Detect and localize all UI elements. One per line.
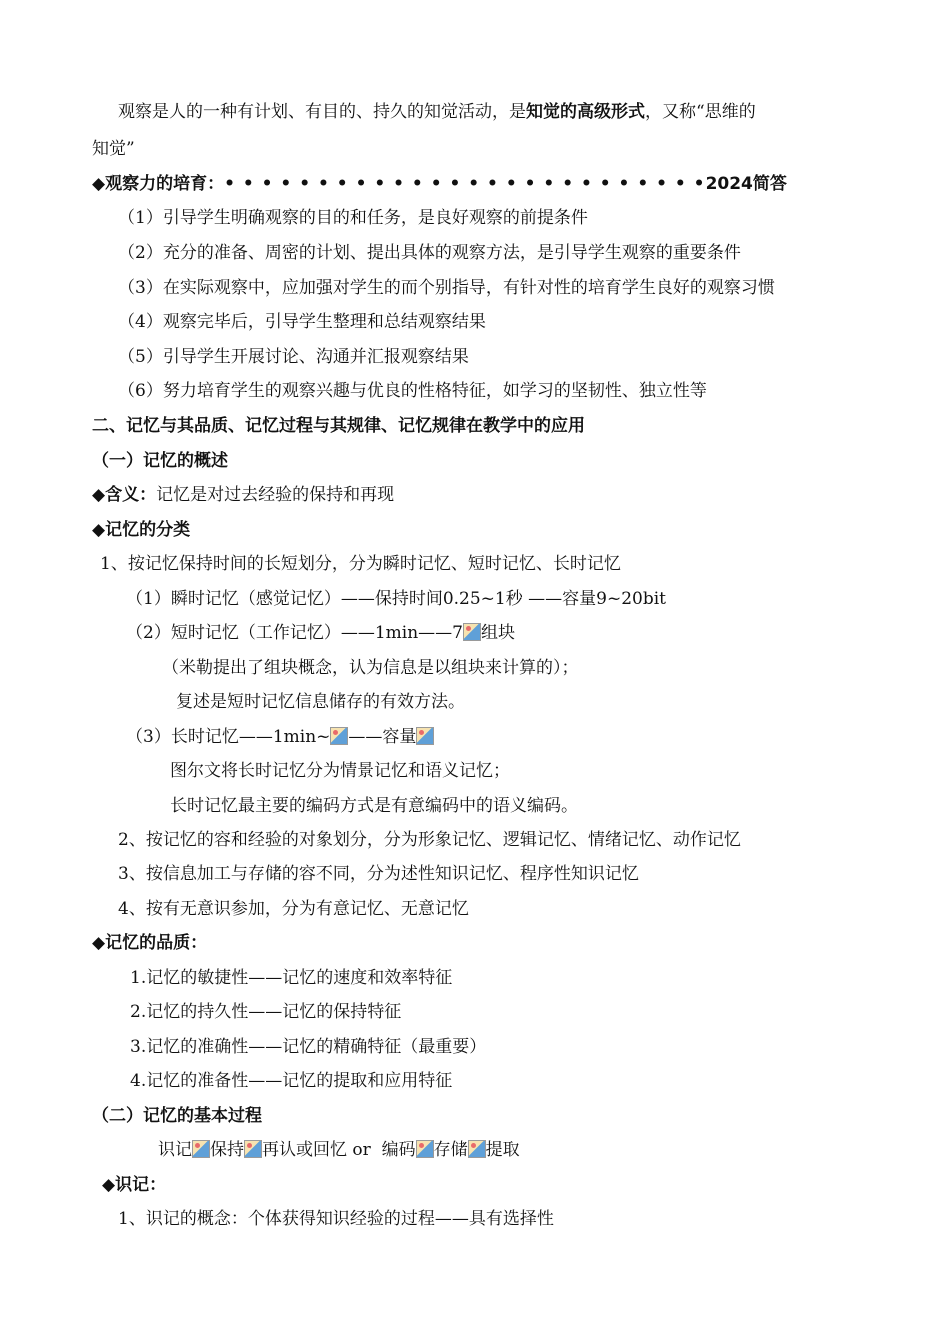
subsection-2-heading: （二）记忆的基本过程 (92, 1106, 262, 1126)
process-step: 再认或回忆 or 编码 (262, 1140, 416, 1160)
long-term-memory-text: （3）长时记忆——1min~ (126, 727, 331, 747)
subsection-1-heading: （一）记忆的概述 (92, 451, 228, 471)
classification-item: 1、按记忆保持时间的长短划分，分为瞬时记忆、短时记忆、长时记忆 (100, 554, 621, 574)
classification-item: 4、按有无意识参加，分为有意记忆、无意记忆 (118, 899, 469, 919)
intro-continuation: 知觉” (92, 139, 135, 159)
observation-item: （2）充分的准备、周密的计划、提出具体的观察方法，是引导学生观察的重要条件 (118, 243, 741, 263)
quality-heading: ◆记忆的品质： (92, 933, 208, 953)
long-term-memory-capacity: ——容量 (348, 727, 417, 747)
observation-heading (92, 172, 787, 196)
observation-heading-label: ◆观察力的培育： (92, 174, 225, 194)
observation-item: （6）努力培育学生的观察兴趣与优良的性格特征，如学习的坚韧性、独立性等 (118, 381, 707, 401)
observation-item: （3）在实际观察中，应加强对学生的而个别指导，有针对性的培育学生良好的观察习惯 (118, 278, 775, 298)
process-step: 提取 (485, 1140, 520, 1160)
quality-item: 4.记忆的准备性——记忆的提取和应用特征 (130, 1071, 453, 1091)
definition-label: ◆含义： (92, 485, 157, 505)
quality-item: 3.记忆的准确性——记忆的精确特征（最重要） (130, 1037, 487, 1057)
section-2-heading: 二、记忆与其品质、记忆过程与其规律、记忆规律在教学中的应用 (92, 416, 585, 436)
long-term-memory-line (126, 725, 434, 749)
intro-bold-term: 知觉的高级形式 (526, 102, 645, 122)
long-term-note: 图尔文将长时记忆分为情景记忆和语义记忆； (170, 761, 510, 781)
observation-heading-dots: • • • • • • • • • • • • • • • • • • • • • • • • • • (224, 174, 706, 194)
observation-heading-tag: 2024简答 (705, 174, 787, 194)
encoding-heading: ◆识记： (102, 1175, 167, 1195)
process-line (158, 1138, 520, 1162)
intro-text: 观察是人的一种有计划、有目的、持久的知觉活动，是 (118, 102, 526, 122)
classification-heading: ◆记忆的分类 (92, 520, 191, 540)
definition-line (92, 483, 394, 507)
definition-text: 记忆是对过去经验的保持和再现 (156, 485, 395, 505)
quality-item: 2.记忆的持久性——记忆的保持特征 (130, 1002, 402, 1022)
encoding-item: 1、识记的概念：个体获得知识经验的过程——具有选择性 (118, 1209, 554, 1229)
broken-image-icon (416, 727, 434, 745)
observation-item: （4）观察完毕后，引导学生整理和总结观察结果 (118, 312, 486, 332)
process-step: 识记 (158, 1140, 192, 1160)
short-term-note: （米勒提出了组块概念，认为信息是以组块来计算的）； (162, 658, 579, 678)
classification-item: 2、按记忆的容和经验的对象划分，分为形象记忆、逻辑记忆、情绪记忆、动作记忆 (118, 830, 741, 850)
short-term-memory-line (126, 621, 515, 645)
broken-image-icon (463, 623, 481, 641)
broken-image-icon (416, 1140, 434, 1158)
long-term-note: 长时记忆最主要的编码方式是有意编码中的语义编码。 (170, 796, 578, 816)
short-term-note: 复述是短时记忆信息储存的有效方法。 (176, 692, 465, 712)
short-term-memory-text: （2）短时记忆（工作记忆）——1min——7 (126, 623, 463, 643)
process-step: 保持 (210, 1140, 244, 1160)
process-step: 存储 (433, 1140, 468, 1160)
broken-image-icon (330, 727, 348, 745)
quality-item: 1.记忆的敏捷性——记忆的速度和效率特征 (130, 968, 453, 988)
broken-image-icon (244, 1140, 262, 1158)
observation-item: （1）引导学生明确观察的目的和任务，是良好观察的前提条件 (118, 208, 588, 228)
broken-image-icon (468, 1140, 486, 1158)
short-term-memory-unit: 组块 (480, 623, 515, 643)
classification-item: 3、按信息加工与存储的容不同，分为述性知识记忆、程序性知识记忆 (118, 864, 639, 884)
broken-image-icon (192, 1140, 210, 1158)
observation-item: （5）引导学生开展讨论、沟通并汇报观察结果 (118, 347, 469, 367)
intro-paragraph (118, 100, 756, 124)
intro-text-tail: ，又称“思维的 (645, 102, 756, 122)
sensory-memory-line: （1）瞬时记忆（感觉记忆）——保持时间0.25~1秒 ——容量9~20bit (126, 589, 666, 609)
